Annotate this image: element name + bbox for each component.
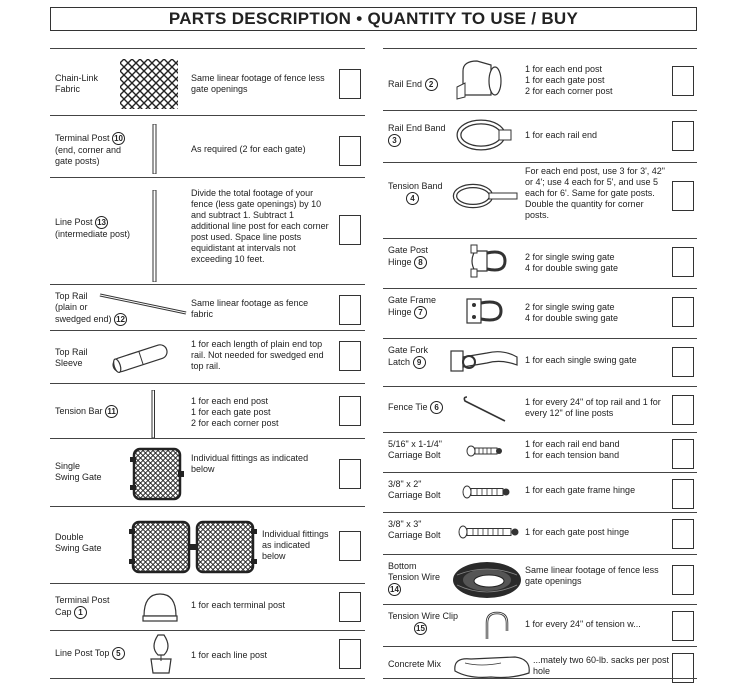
part-quantity: For each end post, use 3 for 3', 42" or 4'; use 4 each for 5', and use 5 each for 6'. Same for gate posts. Double the quantity for corner posts. xyxy=(525,166,665,220)
part-number-badge: 7 xyxy=(414,306,427,319)
part-name: Top Rail (plain or swedged end) 12 xyxy=(55,291,127,326)
part-quantity: 1 for each rail end band 1 for each tension band xyxy=(525,439,620,460)
part-quantity: 1 for each gate post hinge xyxy=(525,527,630,537)
part-number-badge: 14 xyxy=(388,583,401,596)
quantity-checkbox[interactable] xyxy=(672,247,694,277)
divider xyxy=(383,678,697,679)
tension-wire-clip-illustration xyxy=(481,609,515,643)
part-name: Single Swing Gate xyxy=(55,461,102,482)
part-name: Terminal Post 10 (end, corner and gate posts) xyxy=(55,132,125,167)
tension-band-illustration xyxy=(451,181,521,211)
quantity-checkbox[interactable] xyxy=(339,215,361,245)
part-row-gate-frame-hinge xyxy=(383,288,697,339)
carriage-bolt-illustration xyxy=(457,519,523,545)
bottom-tension-wire-illustration xyxy=(449,557,525,603)
part-row-chain-link-fabric xyxy=(50,48,365,116)
part-quantity: 1 for every 24" of top rail and 1 for every 12" of line posts xyxy=(525,397,661,418)
part-name: Gate Fork Latch 9 xyxy=(388,345,429,367)
top-rail-illustration xyxy=(98,291,190,317)
part-name: Chain-Link Fabric xyxy=(55,73,99,94)
part-row-terminal-post xyxy=(50,115,365,178)
part-number-badge: 5 xyxy=(112,647,125,660)
part-row-tension-wire-clip xyxy=(383,604,697,647)
quantity-checkbox[interactable] xyxy=(672,121,694,151)
part-row-gate-post-hinge xyxy=(383,238,697,289)
part-number-badge: 6 xyxy=(430,401,443,414)
concrete-mix-bag-illustration xyxy=(451,651,533,681)
part-name: Fence Tie 6 xyxy=(388,401,443,414)
part-quantity: Individual fittings as indicated below xyxy=(191,453,309,474)
part-quantity: 2 for single swing gate 4 for double swing gate xyxy=(525,252,619,273)
quantity-checkbox[interactable] xyxy=(672,297,694,327)
part-name: 3/8" x 3" Carriage Bolt xyxy=(388,519,441,540)
part-quantity: 1 for each line post xyxy=(191,650,268,660)
part-quantity: 1 for every 24" of tension w... xyxy=(525,619,641,629)
page-title: PARTS DESCRIPTION • QUANTITY TO USE / BUY xyxy=(50,7,697,31)
part-number-badge: 9 xyxy=(413,356,426,369)
gate-post-hinge-illustration xyxy=(461,243,521,281)
part-row-line-post-top xyxy=(50,630,365,679)
part-row-carriage-bolt-5-16 xyxy=(383,432,697,473)
part-quantity: 1 for each end post 1 for each gate post 2 for each corner post xyxy=(191,396,279,428)
part-row-top-rail-sleeve xyxy=(50,330,365,384)
top-rail-sleeve-illustration xyxy=(108,341,174,375)
part-quantity: Individual fittings as indicated below xyxy=(262,529,329,561)
quantity-checkbox[interactable] xyxy=(672,347,694,377)
quantity-checkbox[interactable] xyxy=(339,341,361,371)
part-name: Line Post 13 (intermediate post) xyxy=(55,216,131,239)
quantity-checkbox[interactable] xyxy=(672,479,694,509)
part-quantity: 2 for single swing gate 4 for double swing gate xyxy=(525,302,619,323)
part-name: Top Rail Sleeve xyxy=(55,347,88,368)
quantity-checkbox[interactable] xyxy=(672,395,694,425)
rail-end-band-illustration xyxy=(453,117,513,153)
part-name: Bottom Tension Wire 14 xyxy=(388,561,441,594)
double-swing-gate-illustration xyxy=(128,517,258,577)
quantity-checkbox[interactable] xyxy=(339,531,361,561)
part-name: Tension Bar 11 xyxy=(55,405,118,418)
part-row-tension-band xyxy=(383,162,697,239)
part-name: Tension Wire Clip 15 xyxy=(388,611,459,633)
carriage-bolt-illustration xyxy=(461,479,515,505)
tension-bar-illustration xyxy=(150,390,158,438)
part-row-tension-bar xyxy=(50,383,365,439)
part-row-carriage-bolt-3-8x3 xyxy=(383,512,697,555)
part-quantity: Divide the total footage of your fence (less gate openings) by 10 and subtract 1. Subtract 1 additional line post for each corner post used. Space line posts equidistant at intervals not exceeding 10 feet. xyxy=(191,188,329,264)
part-quantity: As required (2 for each gate) xyxy=(191,144,306,154)
part-name: Double Swing Gate xyxy=(55,532,102,553)
quantity-checkbox[interactable] xyxy=(339,459,361,489)
part-name: Rail End 2 xyxy=(388,78,438,91)
quantity-checkbox[interactable] xyxy=(339,396,361,426)
part-number-badge: 3 xyxy=(388,134,401,147)
part-row-rail-end xyxy=(383,48,697,111)
part-number-badge: 1 xyxy=(74,606,87,619)
quantity-checkbox[interactable] xyxy=(672,439,694,469)
part-row-rail-end-band xyxy=(383,110,697,163)
part-number-badge: 2 xyxy=(425,78,438,91)
part-number-badge: 13 xyxy=(95,216,108,229)
part-quantity: 1 for each single swing gate xyxy=(525,355,637,365)
gate-fork-latch-illustration xyxy=(447,343,527,381)
part-name: Gate Frame Hinge 7 xyxy=(388,295,437,317)
quantity-checkbox[interactable] xyxy=(339,136,361,166)
quantity-checkbox[interactable] xyxy=(672,565,694,595)
part-name: 3/8" x 2" Carriage Bolt xyxy=(388,479,441,500)
chain-link-fabric-illustration xyxy=(120,59,178,109)
quantity-checkbox[interactable] xyxy=(672,611,694,641)
part-name: Terminal Post Cap 1 xyxy=(55,595,110,617)
part-quantity: 1 for each rail end xyxy=(525,130,598,140)
part-number-badge: 11 xyxy=(105,405,118,418)
part-name: Gate Post Hinge 8 xyxy=(388,245,429,267)
part-row-gate-fork-latch xyxy=(383,338,697,387)
part-name: Tension Band 4 xyxy=(388,181,443,203)
part-number-badge: 4 xyxy=(406,192,419,205)
terminal-post-illustration xyxy=(150,124,160,174)
part-quantity: ...mately two 60-lb. sacks per post hole xyxy=(533,655,670,676)
part-number-badge: 10 xyxy=(112,132,125,145)
quantity-checkbox[interactable] xyxy=(339,69,361,99)
part-row-top-rail xyxy=(50,284,365,331)
part-number-badge: 12 xyxy=(114,313,127,326)
quantity-checkbox[interactable] xyxy=(672,519,694,549)
quantity-checkbox[interactable] xyxy=(339,295,361,325)
part-quantity: 1 for each terminal post xyxy=(191,600,286,610)
part-name: 5/16" x 1-1/4" Carriage Bolt xyxy=(388,439,442,460)
part-name: Line Post Top 5 xyxy=(55,647,125,660)
part-quantity: 1 for each end post 1 for each gate post 2 for each corner post xyxy=(525,64,613,96)
fence-tie-illustration xyxy=(461,391,509,427)
part-quantity: Same linear footage as fence fabric xyxy=(191,298,309,319)
part-quantity: 1 for each length of plain end top rail. Not needed for swedged end top rail. xyxy=(191,339,324,371)
line-post-top-illustration xyxy=(144,633,178,677)
quantity-checkbox[interactable] xyxy=(672,181,694,211)
line-post-illustration xyxy=(150,190,160,282)
part-row-concrete-mix xyxy=(383,646,697,679)
quantity-checkbox[interactable] xyxy=(672,66,694,96)
part-row-terminal-post-cap xyxy=(50,583,365,631)
gate-frame-hinge-illustration xyxy=(461,293,521,331)
rail-end-illustration xyxy=(455,57,505,103)
part-row-carriage-bolt-3-8x2 xyxy=(383,472,697,513)
divider xyxy=(50,678,365,679)
carriage-bolt-illustration xyxy=(465,439,505,463)
part-quantity: 1 for each gate frame hinge xyxy=(525,485,636,495)
part-quantity: Same linear footage of fence less gate openings xyxy=(525,565,659,586)
part-quantity: Same linear footage of fence less gate openings xyxy=(191,73,325,94)
part-row-bottom-tension-wire xyxy=(383,554,697,605)
part-row-single-swing-gate xyxy=(50,438,365,507)
part-name: Rail End Band 3 xyxy=(388,123,446,145)
part-row-fence-tie xyxy=(383,386,697,433)
quantity-checkbox[interactable] xyxy=(339,592,361,622)
quantity-checkbox[interactable] xyxy=(339,639,361,669)
part-number-badge: 8 xyxy=(414,256,427,269)
part-name: Concrete Mix xyxy=(388,659,442,669)
single-swing-gate-illustration xyxy=(128,443,186,505)
terminal-post-cap-illustration xyxy=(140,590,180,626)
part-row-line-post xyxy=(50,177,365,285)
part-number-badge: 15 xyxy=(414,622,427,635)
